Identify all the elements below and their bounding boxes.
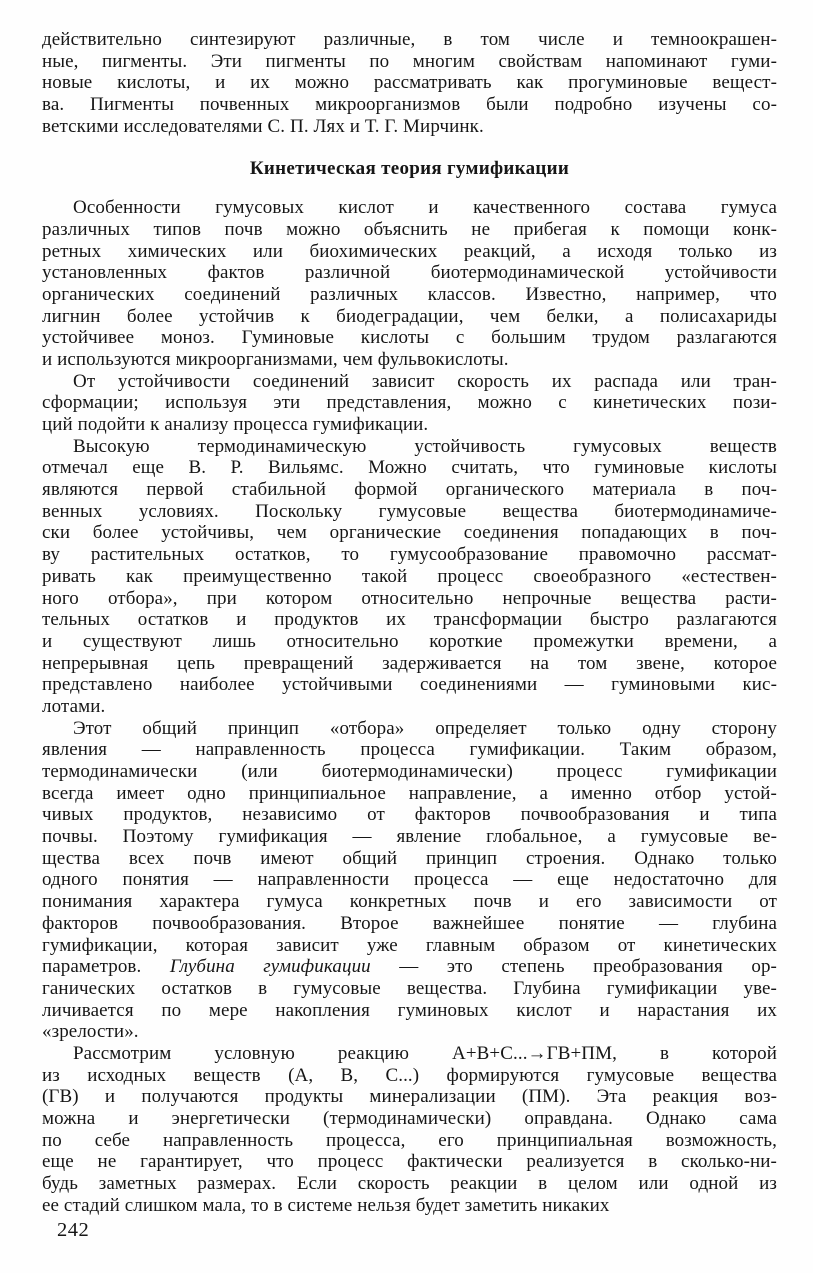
text-line: являются первой стабильной формой органического материала в поч-: [42, 479, 777, 501]
text-line: еще не гарантирует, что процесс фактически реализуется в сколько-ни-: [42, 1151, 777, 1173]
text-line: термодинамически (или биотермодинамически) процесс гумификации: [42, 761, 777, 783]
text-line: тельных остатков и продуктов их трансформации быстро разлагаются: [42, 609, 777, 631]
text-line: непрерывная цепь превращений задерживается на том звене, которое: [42, 652, 777, 674]
text-line: представлено наиболее устойчивыми соединениями — гуминовыми кис-: [42, 674, 777, 696]
text-line: установленных фактов различной биотермодинамической устойчивости: [42, 262, 777, 284]
text-line: ее стадий слишком мала, то в системе нельзя будет заметить никаких: [42, 1194, 610, 1216]
text-line: отмечал еще В. Р. Вильямс. Можно считать, что гуминовые кислоты: [42, 457, 777, 479]
paragraph: [42, 1043, 777, 1217]
paragraph: [42, 436, 777, 718]
text-line: личивается по мере накопления гуминовых кислот и нарастания их: [42, 999, 777, 1021]
text-line: будь заметных размерах. Если скорость реакции в целом или одной из: [42, 1173, 777, 1195]
text-line: и существуют лишь относительно короткие промежутки времени, а: [42, 630, 777, 652]
text-line: одного понятия — направленности процесса — еще недостаточно для: [42, 869, 777, 891]
text-line: понимания характера гумуса конкретных почв и его зависимости от: [42, 891, 777, 913]
text-line: органических соединений различных классов. Известно, например, что: [42, 283, 777, 305]
text-line: От устойчивости соединений зависит скорость их распада или тран-: [73, 370, 777, 392]
text-line: «зрелости».: [42, 1021, 139, 1043]
text-line: по себе направленность процесса, его принципиальная возможность,: [42, 1129, 777, 1151]
text-line: ций подойти к анализу процесса гумификации.: [42, 414, 429, 436]
text-line: различных типов почв можно объяснить не прибегая к помощи конк-: [42, 218, 777, 240]
text-column: [42, 29, 777, 1216]
page-number: 242: [57, 1219, 90, 1241]
intro-paragraph-container: [42, 29, 777, 137]
text-line: из исходных веществ (А, В, С...) формируются гумусовые вещества: [42, 1064, 777, 1086]
text-line: Особенности гумусовых кислот и качественного состава гумуса: [73, 197, 777, 219]
text-line: ва. Пигменты почвенных микроорганизмов были подробно изучены со-: [42, 94, 777, 116]
section-body-container: [42, 197, 777, 1216]
text-line: щества всех почв имеют общий принцип строения. Однако только: [42, 847, 777, 869]
text-line: сформации; используя эти представления, можно с кинетических пози-: [42, 392, 777, 414]
text-line: Этот общий принцип «отбора» определяет только одну сторону: [73, 717, 777, 739]
text-line: чивых продуктов, независимо от факторов почвообразования и типа: [42, 804, 777, 826]
text-line: можна и энергетически (термодинамически) оправдана. Однако сама: [42, 1108, 777, 1130]
text-line: ски более устойчивы, чем органические соединения попадающих в поч-: [42, 522, 777, 544]
text-line: устойчивее моноз. Гуминовые кислоты с большим трудом разлагаются: [42, 327, 777, 349]
paragraph: [42, 718, 777, 1043]
text-line: ганических остатков в гумусовые вещества. Глубина гумификации уве-: [42, 977, 777, 999]
text-line: Рассмотрим условную реакцию А+В+С...→ГВ+ПМ, в которой: [73, 1042, 777, 1064]
paragraph: [42, 29, 777, 137]
text-line: явления — направленность процесса гумификации. Таким образом,: [42, 739, 777, 761]
text-line: гумификации, которая зависит уже главным образом от кинетических: [42, 934, 777, 956]
text-line: новые кислоты, и их можно рассматривать как прогуминовые вещест-: [42, 72, 777, 94]
text-line: ные, пигменты. Эти пигменты по многим свойствам напоминают гуми-: [42, 50, 777, 72]
text-line: лигнин более устойчив к биодеградации, чем белки, а полисахариды: [42, 305, 777, 327]
text-line: действительно синтезируют различные, в том числе и темноокрашен-: [42, 29, 777, 50]
text-line: венных условиях. Поскольку гумусовые вещества биотермодинамиче-: [42, 500, 777, 522]
section-heading: Кинетическая теория гумификации: [249, 158, 570, 180]
text-line: Высокую термодинамическую устойчивость гумусовых веществ: [73, 435, 777, 457]
text-line: почвы. Поэтому гумификация — явление глобальное, а гумусовые ве-: [42, 826, 777, 848]
text-line: параметров. Глубина гумификации — это степень преобразования ор-: [42, 956, 777, 978]
paragraph: [42, 197, 777, 371]
text-line: ретных химических или биохимических реакций, а исходя только из: [42, 240, 777, 262]
text-line: всегда имеет одно принципиальное направление, а именно отбор устой-: [42, 782, 777, 804]
text-line: ву растительных остатков, то гумусообразование правомочно рассмат-: [42, 544, 777, 566]
text-line: ветскими исследователями С. П. Лях и Т. Г. Мирчинк.: [42, 115, 484, 137]
paragraph: [42, 371, 777, 436]
text-line: и используются микроорганизмами, чем фульвокислоты.: [42, 348, 509, 370]
text-line: лотами.: [42, 695, 106, 717]
text-line: (ГВ) и получаются продукты минерализации (ПМ). Эта реакция воз-: [42, 1086, 777, 1108]
text-line: ривать как преимущественно такой процесс своеобразного «естествен-: [42, 565, 777, 587]
text-line: ного отбора», при котором относительно непрочные вещества расти-: [42, 587, 777, 609]
text-line: факторов почвообразования. Второе важнейшее понятие — глубина: [42, 912, 777, 934]
